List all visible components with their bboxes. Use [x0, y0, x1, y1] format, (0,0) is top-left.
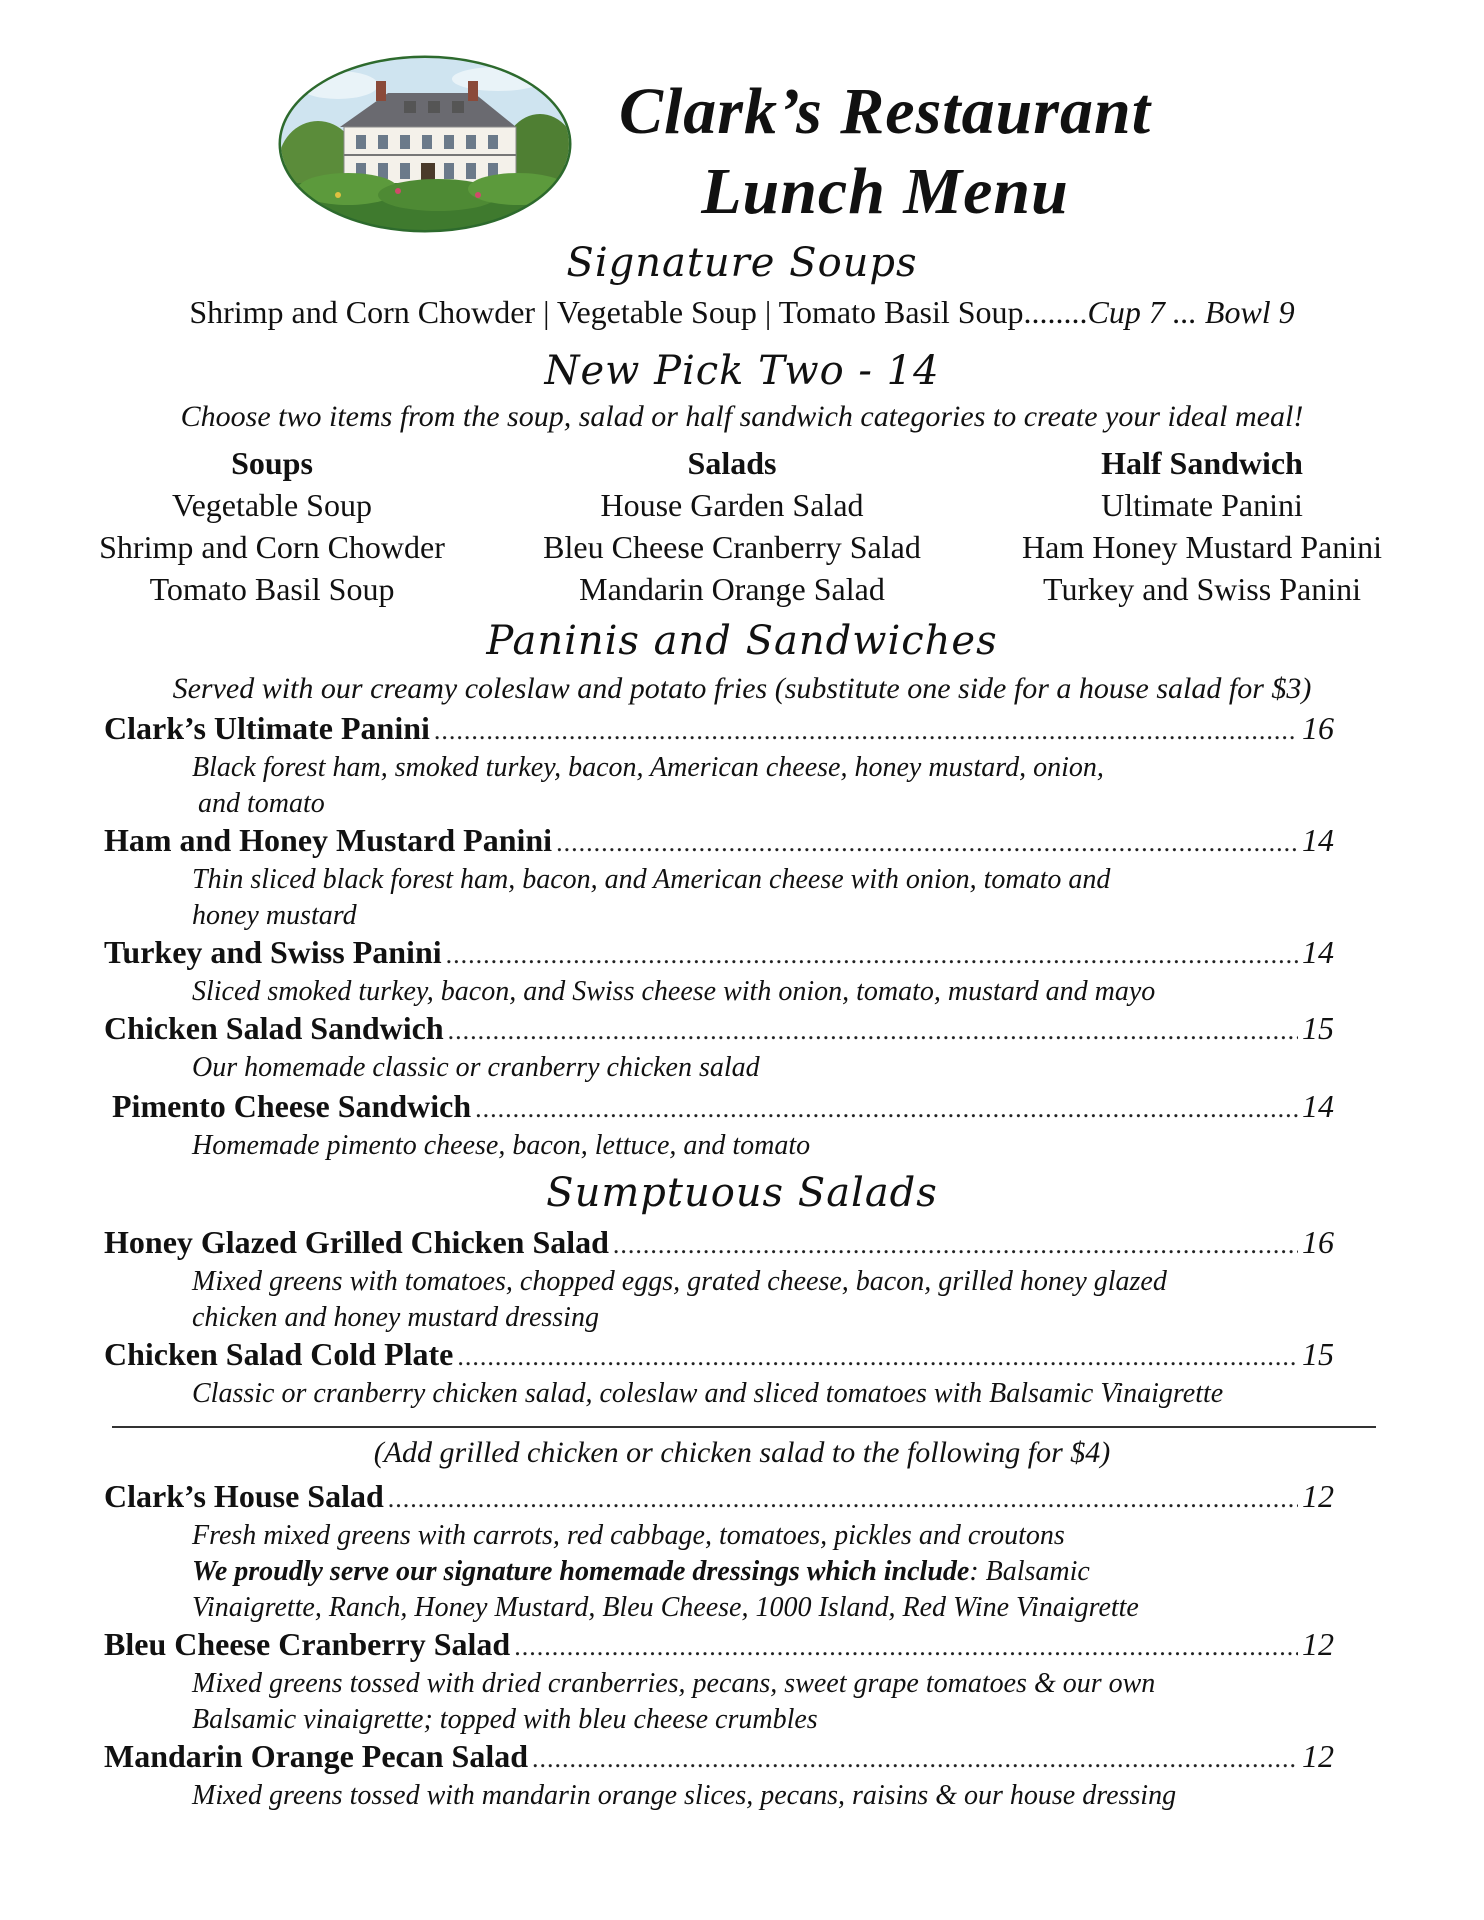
item-price: 14 [1302, 822, 1334, 858]
menu-item [104, 1224, 1334, 1261]
menu-item [104, 1626, 1334, 1663]
item-price: 16 [1302, 1224, 1334, 1260]
column-heading: Salads [687, 445, 777, 481]
menu-item [104, 934, 1334, 971]
item-description: Black forest ham, smoked turkey, bacon, American cheese, honey mustard, onion, and tomato [192, 752, 1104, 819]
restaurant-name: Clark’s Restaurant [618, 75, 1152, 148]
item-name: Mandarin Orange Pecan Salad [104, 1738, 529, 1774]
item-price: 12 [1302, 1738, 1334, 1774]
item-price: 15 [1302, 1010, 1334, 1046]
item-description: Fresh mixed greens with carrots, red cabbage, tomatoes, pickles and croutons We proudly serve our signature homemade dressings which include: Balsamic Vinaigrette, Ranch, Honey Mustard, Bleu Cheese, 1000 Island, Red Wine Vinaigrette [192, 1520, 1139, 1623]
section-heading-pick-two: New Pick Two - 14 [544, 348, 940, 394]
pick-two-column-salads [512, 442, 952, 610]
item-price: 14 [1302, 1088, 1334, 1124]
house-illustration-icon [278, 55, 572, 233]
item-description: Homemade pimento cheese, bacon, lettuce, and tomato [192, 1130, 811, 1161]
item-name: Clark’s Ultimate Panini [104, 710, 430, 746]
pick-two-column-half-sandwich [982, 442, 1422, 610]
item-price: 12 [1302, 1478, 1334, 1514]
item-price: 16 [1302, 710, 1334, 746]
menu-item [104, 1478, 1334, 1515]
menu-item [104, 822, 1334, 859]
item-description: Thin sliced black forest ham, bacon, and American cheese with onion, tomato and honey mustard [192, 864, 1111, 931]
pick-two-subtitle: Choose two items from the soup, salad or half sandwich categories to create your ideal meal! [180, 400, 1304, 433]
section-heading-signature-soups: Signature Soups [566, 240, 918, 286]
column-heading: Soups [231, 445, 313, 481]
item-name: Chicken Salad Cold Plate [104, 1336, 454, 1372]
list-item: Turkey and Swiss Panini [1043, 571, 1361, 607]
list-item: Ham Honey Mustard Panini [1022, 529, 1382, 565]
item-description: Mixed greens tossed with dried cranberries, pecans, sweet grape tomatoes & our own Balsamic vinaigrette; topped with bleu cheese crumbles [192, 1668, 1156, 1735]
menu-item [104, 1010, 1334, 1047]
item-price: 15 [1302, 1336, 1334, 1372]
signature-soups-list: Shrimp and Corn Chowder | Vegetable Soup | Tomato Basil Soup........ [189, 294, 1088, 330]
item-name: Pimento Cheese Sandwich [112, 1088, 472, 1124]
addon-note: (Add grilled chicken or chicken salad to the following for $4) [373, 1436, 1111, 1469]
section-heading-salads: Sumptuous Salads [546, 1170, 938, 1216]
item-price: 14 [1302, 934, 1334, 970]
item-description: Classic or cranberry chicken salad, coleslaw and sliced tomatoes with Balsamic Vinaigrette [192, 1378, 1224, 1409]
signature-soups-line [0, 294, 1484, 331]
item-price: 12 [1302, 1626, 1334, 1662]
item-name: Ham and Honey Mustard Panini [104, 822, 553, 858]
menu-item [104, 1738, 1334, 1775]
list-item: Mandarin Orange Salad [579, 571, 885, 607]
item-name: Honey Glazed Grilled Chicken Salad [104, 1224, 609, 1260]
menu-name: Lunch Menu [701, 155, 1069, 228]
list-item: Tomato Basil Soup [149, 571, 395, 607]
column-heading: Half Sandwich [1101, 445, 1303, 481]
list-item: Ultimate Panini [1101, 487, 1303, 523]
list-item: Bleu Cheese Cranberry Salad [543, 529, 921, 565]
menu-item [112, 1088, 1334, 1125]
item-description: Mixed greens with tomatoes, chopped eggs, grated cheese, bacon, grilled honey glazed chicken and honey mustard dressing [192, 1266, 1167, 1333]
section-heading-paninis: Paninis and Sandwiches [486, 618, 998, 664]
paninis-subtitle: Served with our creamy coleslaw and potato fries (substitute one side for a house salad for $3) [172, 672, 1312, 705]
item-description: Our homemade classic or cranberry chicken salad [192, 1052, 760, 1083]
list-item: Shrimp and Corn Chowder [99, 529, 445, 565]
item-description: Mixed greens tossed with mandarin orange slices, pecans, raisins & our house dressing [192, 1780, 1177, 1811]
menu-item [104, 1336, 1334, 1373]
item-name: Clark’s House Salad [104, 1478, 384, 1514]
pick-two-column-soups [62, 442, 482, 610]
list-item: Vegetable Soup [172, 487, 372, 523]
list-item: House Garden Salad [600, 487, 864, 523]
item-name: Turkey and Swiss Panini [104, 934, 442, 970]
divider [112, 1426, 1376, 1428]
signature-soups-price: Cup 7 ... Bowl 9 [1087, 294, 1295, 330]
menu-item [104, 710, 1334, 747]
item-name: Bleu Cheese Cranberry Salad [104, 1626, 511, 1662]
item-description: Sliced smoked turkey, bacon, and Swiss cheese with onion, tomato, mustard and mayo [192, 976, 1156, 1007]
item-name: Chicken Salad Sandwich [104, 1010, 444, 1046]
